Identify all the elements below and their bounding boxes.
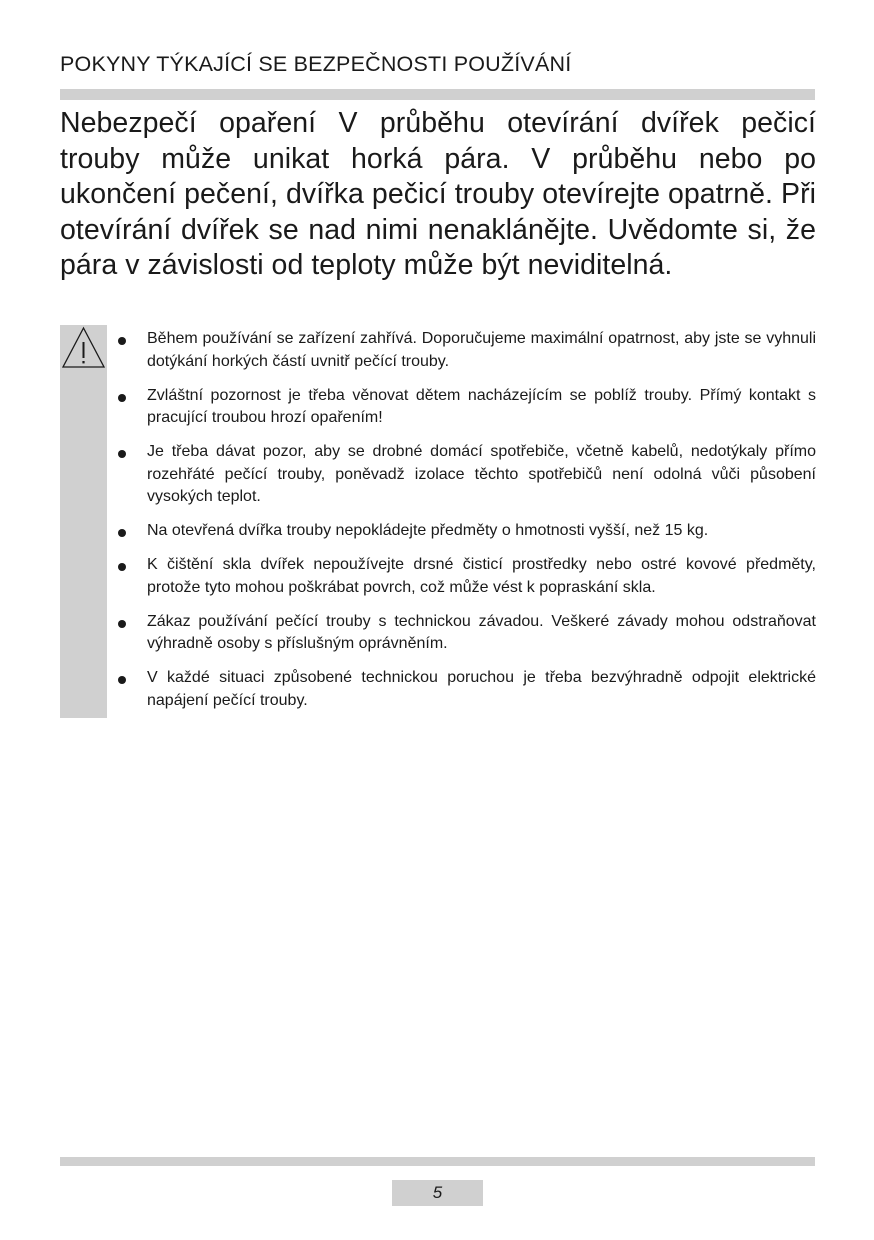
warning-sidebar bbox=[60, 325, 107, 718]
safety-list bbox=[114, 328, 816, 724]
bullet-icon bbox=[118, 676, 126, 684]
title-divider bbox=[60, 89, 815, 100]
list-item-text: Na otevřená dvířka trouby nepokládejte předměty o hmotnosti vyšší, než 15 kg. bbox=[147, 522, 709, 539]
list-item-text: Zvláštní pozornost je třeba věnovat dětem nacházejícím se poblíž trouby. Přímý kontakt s pracující troubou hrozí opařením! bbox=[147, 386, 816, 426]
bullet-icon bbox=[118, 563, 126, 571]
bullet-icon bbox=[118, 450, 126, 458]
list-item bbox=[114, 611, 816, 656]
list-item-text: K čištění skla dvířek nepoužívejte drsné čisticí prostředky nebo ostré kovové předměty, protože tyto mohou poškrábat povrch, což může vést k popraskání skla. bbox=[147, 556, 816, 596]
list-item bbox=[114, 328, 816, 373]
list-item bbox=[114, 667, 816, 712]
list-item-text: V každé situaci způsobené technickou poruchou je třeba bezvýhradně odpojit elektrické napájení pečící trouby. bbox=[147, 669, 816, 709]
list-item bbox=[114, 554, 816, 599]
list-item-text: Během používání se zařízení zahřívá. Doporučujeme maximální opatrnost, aby jste se vyhnuli dotýkání horkých částí uvnitř pečící trouby. bbox=[147, 330, 816, 370]
footer-divider bbox=[60, 1157, 815, 1166]
bullet-icon bbox=[118, 337, 126, 345]
list-item bbox=[114, 385, 816, 430]
bullet-icon bbox=[118, 620, 126, 628]
list-item bbox=[114, 441, 816, 509]
warning-triangle-icon bbox=[60, 325, 107, 371]
bullet-icon bbox=[118, 529, 126, 537]
page-title: POKYNY TÝKAJÍCÍ SE BEZPEČNOSTI POUŽÍVÁNÍ bbox=[60, 52, 572, 76]
list-item bbox=[114, 520, 816, 543]
list-item-text: Je třeba dávat pozor, aby se drobné domácí spotřebiče, včetně kabelů, nedotýkaly přímo rozehřáté pečící trouby, poněvadž izolace těchto spotřebičů není odolná vůči působení vysokých teplot. bbox=[147, 443, 816, 505]
list-item-text: Zákaz používání pečící trouby s technickou závadou. Veškeré závady mohou odstraňovat výhradně osoby s příslušným oprávněním. bbox=[147, 612, 816, 652]
intro-paragraph: Nebezpečí opaření V průběhu otevírání dvířek pečicí trouby může unikat horká pára. V průběhu nebo po ukončení pečení, dvířka pečicí trouby otevírejte opatrně. Při otevírání dvířek se nad nimi nenaklánějte. Uvědomte si, že pára v závislosti od teploty může být neviditelná. bbox=[60, 107, 816, 281]
page-number: 5 bbox=[392, 1180, 483, 1206]
bullet-icon bbox=[118, 394, 126, 402]
